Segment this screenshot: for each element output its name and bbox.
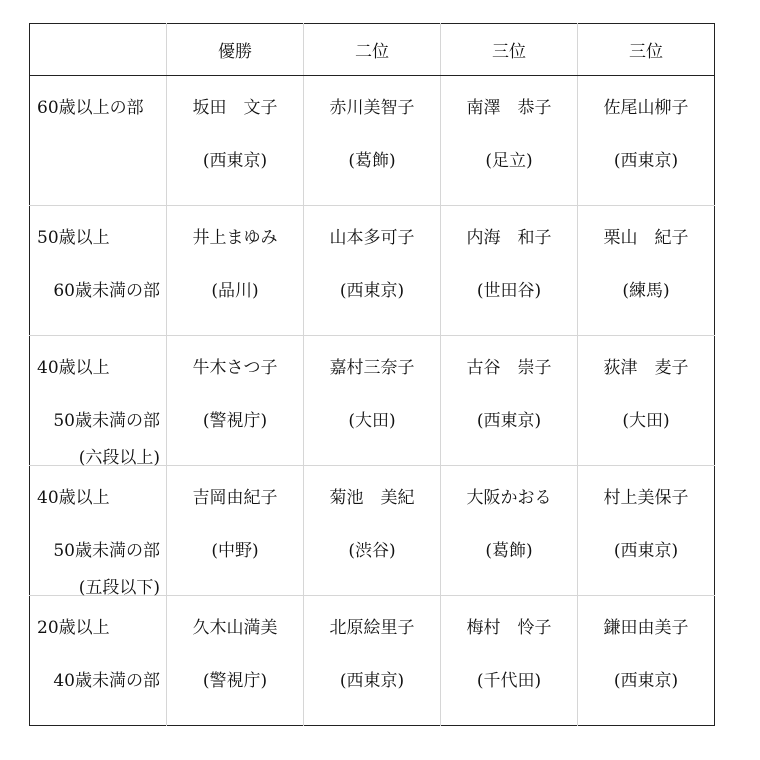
winner-club: (警視庁) xyxy=(202,411,268,431)
winner-name: 牛木さつ子 xyxy=(192,358,278,378)
winner-club: (千代田) xyxy=(476,671,542,691)
winner-cell xyxy=(441,596,578,726)
winner-name: 南澤 恭子 xyxy=(466,98,552,118)
winner-name: 嘉村三奈子 xyxy=(329,358,415,378)
winner-name: 赤川美智子 xyxy=(329,98,415,118)
winner-cell xyxy=(304,76,441,206)
winner-club: (葛飾) xyxy=(348,151,396,171)
category-line: 40歳以上 xyxy=(37,358,110,378)
category-line: (五段以下) xyxy=(78,578,160,598)
winner-club: (西東京) xyxy=(339,671,405,691)
winner-cell xyxy=(578,596,715,726)
category-cell xyxy=(30,336,167,466)
winner-club: (大田) xyxy=(622,411,670,431)
winner-club: (西東京) xyxy=(613,671,679,691)
winner-cell xyxy=(167,76,304,206)
table-row xyxy=(30,206,715,336)
category-line: 50歳未満の部 xyxy=(53,541,160,561)
winner-club: (西東京) xyxy=(613,541,679,561)
winner-club: (中野) xyxy=(211,541,259,561)
winner-club: (品川) xyxy=(211,281,259,301)
winner-cell xyxy=(441,76,578,206)
winner-club: (西東京) xyxy=(476,411,542,431)
winner-name: 佐尾山柳子 xyxy=(603,98,689,118)
winner-club: (足立) xyxy=(485,151,533,171)
winner-club: (西東京) xyxy=(202,151,268,171)
category-cell xyxy=(30,596,167,726)
header-row xyxy=(30,24,715,76)
table-row xyxy=(30,336,715,466)
winner-cell xyxy=(578,206,715,336)
winner-club: (西東京) xyxy=(613,151,679,171)
winner-club: (練馬) xyxy=(622,281,670,301)
winner-cell xyxy=(304,596,441,726)
category-line: 50歳以上 xyxy=(37,228,110,248)
category-line: (六段以上) xyxy=(78,448,160,468)
header-third-place-a: 三位 xyxy=(441,24,578,76)
winner-club: (大田) xyxy=(348,411,396,431)
winner-name: 荻津 麦子 xyxy=(603,358,689,378)
winner-cell xyxy=(441,206,578,336)
winner-name: 菊池 美紀 xyxy=(329,488,415,508)
winner-name: 井上まゆみ xyxy=(192,228,278,248)
header-first-place: 優勝 xyxy=(167,24,304,76)
winner-cell xyxy=(304,206,441,336)
table-row xyxy=(30,466,715,596)
winner-club: (葛飾) xyxy=(485,541,533,561)
winner-club: (西東京) xyxy=(339,281,405,301)
winner-cell xyxy=(578,76,715,206)
winner-name: 栗山 紀子 xyxy=(603,228,689,248)
header-second-place: 二位 xyxy=(304,24,441,76)
winner-name: 吉岡由紀子 xyxy=(192,488,278,508)
table-row xyxy=(30,76,715,206)
winner-cell xyxy=(441,336,578,466)
winner-club: (世田谷) xyxy=(476,281,542,301)
winner-cell xyxy=(167,466,304,596)
winner-cell xyxy=(167,206,304,336)
winner-name: 坂田 文子 xyxy=(192,98,278,118)
winner-cell xyxy=(578,466,715,596)
winner-name: 村上美保子 xyxy=(603,488,689,508)
winner-name: 内海 和子 xyxy=(466,228,552,248)
header-category xyxy=(30,24,167,76)
winner-cell xyxy=(441,466,578,596)
category-line: 40歳以上 xyxy=(37,488,110,508)
category-line: 20歳以上 xyxy=(37,618,110,638)
category-cell xyxy=(30,206,167,336)
winner-cell xyxy=(304,466,441,596)
winner-name: 久木山満美 xyxy=(192,618,278,638)
winner-name: 鎌田由美子 xyxy=(603,618,689,638)
winner-name: 北原絵里子 xyxy=(329,618,415,638)
category-cell xyxy=(30,466,167,596)
category-line: 60歳未満の部 xyxy=(53,281,160,301)
category-cell xyxy=(30,76,167,206)
winner-name: 大阪かおる xyxy=(466,488,552,508)
header-third-place-b: 三位 xyxy=(578,24,715,76)
winner-name: 古谷 崇子 xyxy=(466,358,552,378)
winner-cell xyxy=(167,596,304,726)
winner-club: (警視庁) xyxy=(202,671,268,691)
winner-cell xyxy=(304,336,441,466)
winner-name: 梅村 怜子 xyxy=(466,618,552,638)
category-line: 40歳未満の部 xyxy=(53,671,160,691)
category-line: 60歳以上の部 xyxy=(37,98,144,118)
winner-name: 山本多可子 xyxy=(329,228,415,248)
table-row xyxy=(30,596,715,726)
winner-cell xyxy=(578,336,715,466)
results-table xyxy=(29,23,715,726)
winner-cell xyxy=(167,336,304,466)
winner-club: (渋谷) xyxy=(348,541,396,561)
category-line: 50歳未満の部 xyxy=(53,411,160,431)
